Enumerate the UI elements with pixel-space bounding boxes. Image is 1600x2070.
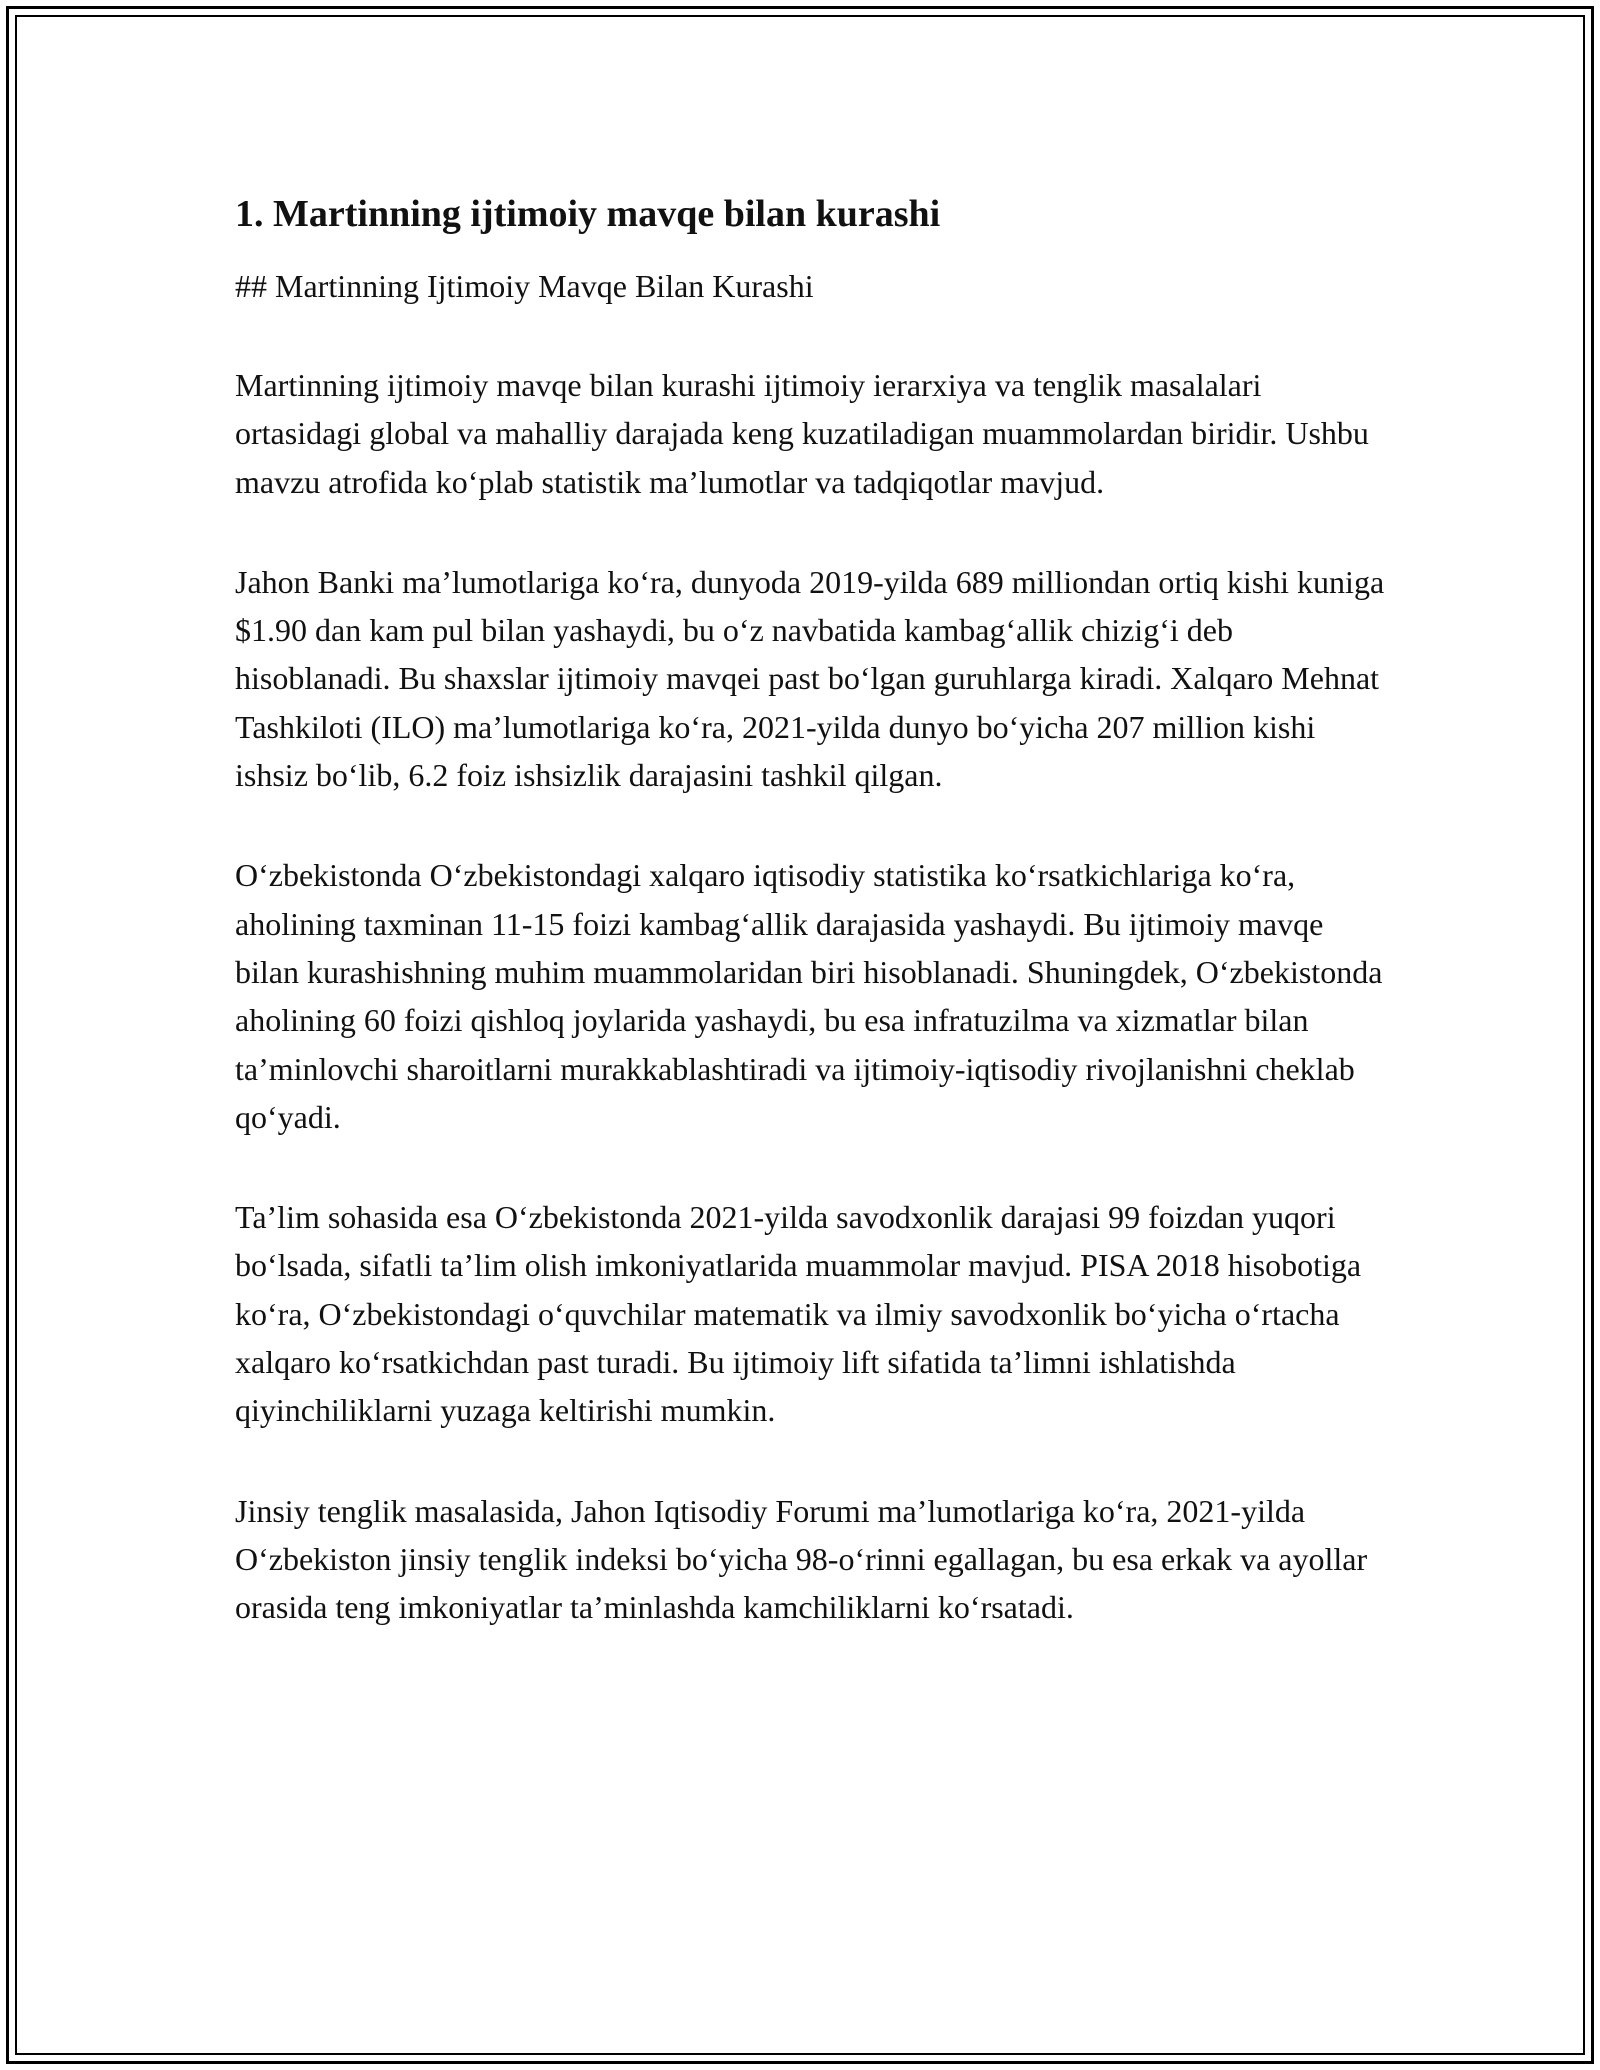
- paragraph-education: Taʼlim sohasida esa Oʻzbekistonda 2021-yilda savodxonlik darajasi 99 foizdan yuqori boʻlsada, sifatli taʼlim olish imkoniyatlarida muammolar mavjud. PISA 2018 hisobotiga koʻra, Oʻzbekistondagi oʻquvchilar matematik va ilmiy savodxonlik boʻyicha oʻrtacha xalqaro koʻrsatkichdan past turadi. Bu ijtimoiy lift sifatida taʼlimni ishlatishda qiyinchiliklarni yuzaga keltirishi mumkin.: [235, 1199, 1362, 1429]
- paragraph-world-bank: Jahon Banki maʼlumotlariga koʻra, dunyoda 2019-yilda 689 milliondan ortiq kishi kuniga $1.90 dan kam pul bilan yashaydi, bu oʻz navbatida kambagʻallik chizigʻi deb hisoblanadi. Bu shaxslar ijtimoiy mavqei past boʻlgan guruhlarga kiradi. Xalqaro Mehnat Tashkiloti (ILO) maʼlumotlariga koʻra, 2021-yilda dunyo boʻyicha 207 million kishi ishsiz boʻlib, 6.2 foiz ishsizlik darajasini tashkil qilgan.: [235, 563, 1385, 794]
- document-subtitle: ## Martinning Ijtimoiy Mavqe Bilan Kurashi: [235, 268, 814, 304]
- paragraph-intro: Martinning ijtimoiy mavqe bilan kurashi ijtimoiy ierarxiya va tenglik masalalari ortasidagi global va mahalliy darajada keng kuzatiladigan muammolardan biridir. Ushbu mavzu atrofida koʻplab statistik maʼlumotlar va tadqiqotlar mavjud.: [235, 367, 1369, 500]
- paragraph-uzbekistan-poverty: Oʻzbekistonda Oʻzbekistondagi xalqaro iqtisodiy statistika koʻrsatkichlariga koʻra, aholining taxminan 11-15 foizi kambagʻallik darajasida yashaydi. Bu ijtimoiy mavqe bilan kurashishning muhim muammolaridan biri hisoblanadi. Shuningdek, Oʻzbekistonda aholining 60 foizi qishloq joylarida yashaydi, bu esa infratuzilma va xizmatlar bilan taʼminlovchi sharoitlarni murakkablashtiradi va ijtimoiy-iqtisodiy rivojlanishni cheklab qoʻyadi.: [235, 857, 1383, 1135]
- document-title: 1. Martinning ijtimoiy mavqe bilan kurashi: [235, 193, 941, 235]
- document-body: [235, 186, 1385, 1632]
- paragraph-gender-equality: Jinsiy tenglik masalasida, Jahon Iqtisodiy Forumi maʼlumotlariga koʻra, 2021-yilda Oʻzbekiston jinsiy tenglik indeksi boʻyicha 98-oʻrinni egallagan, bu esa erkak va ayollar orasida teng imkoniyatlar taʼminlashda kamchiliklarni koʻrsatadi.: [235, 1492, 1368, 1626]
